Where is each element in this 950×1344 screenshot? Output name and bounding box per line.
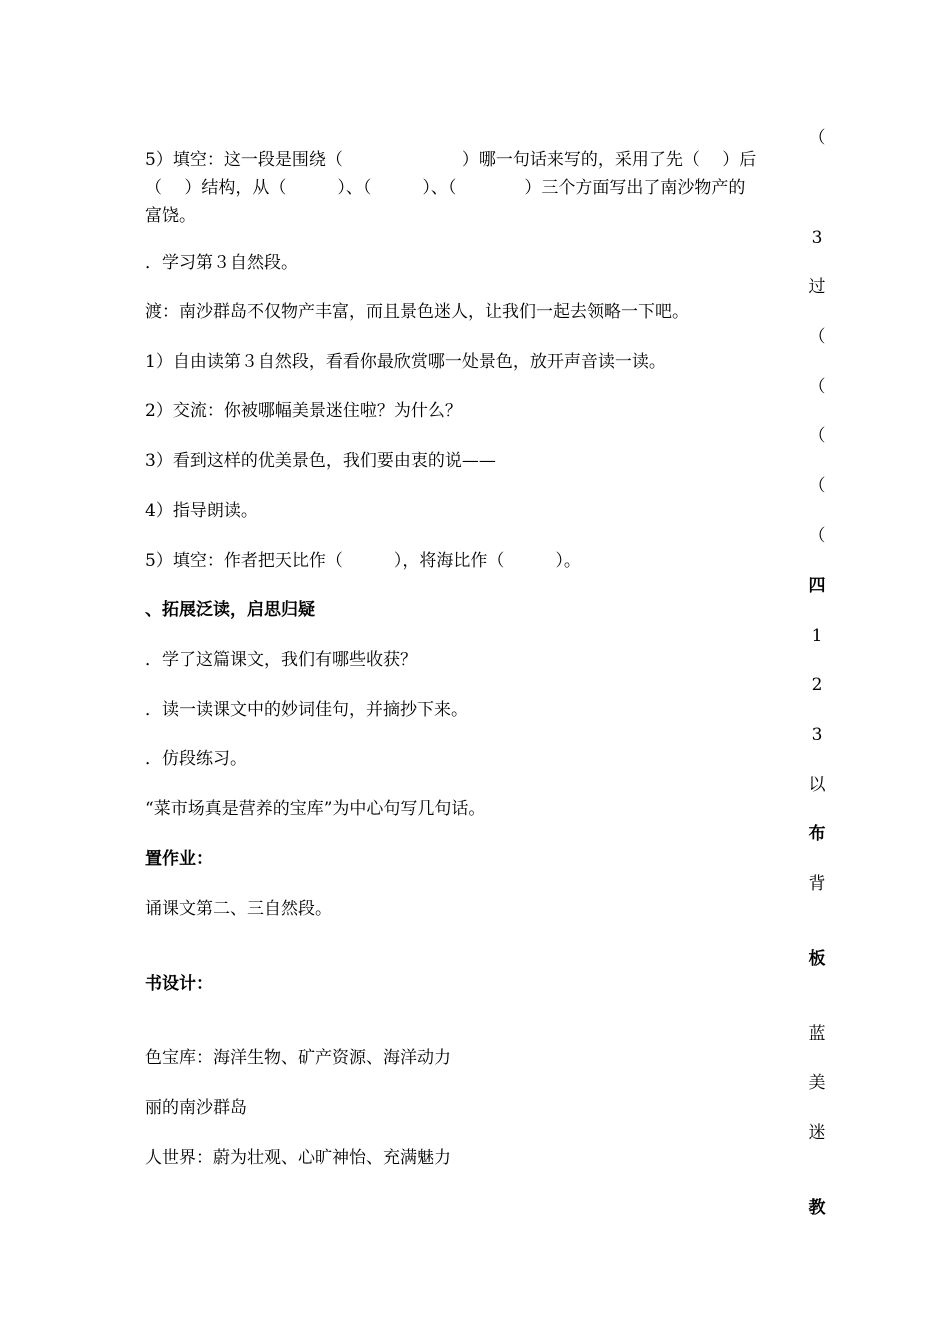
step-5: 5）填空：作者把天比作（ ），将海比作（ ）。: [145, 551, 581, 571]
side-char: 背: [808, 874, 826, 894]
question-1: ．学了这篇课文，我们有哪些收获？: [145, 650, 417, 670]
side-char: （: [808, 128, 826, 148]
side-char: （: [808, 526, 826, 546]
fill-blank-line-2: （ ）结构，从（ ）、（ ）、（ ）三个方面写出了南沙物产的: [145, 178, 746, 198]
side-char: 美: [808, 1073, 826, 1093]
board-line-2: 丽的南沙群岛: [145, 1098, 247, 1118]
side-char: 以: [808, 775, 826, 795]
board-line-3: 人世界：蔚为壮观、心旷神怡、充满魅力: [145, 1148, 451, 1168]
section-heading: 、拓展泛读，启思归疑: [145, 600, 315, 620]
homework-heading: 置作业：: [145, 849, 213, 869]
question-3: ．仿段练习。: [145, 749, 247, 769]
step-2: 2）交流：你被哪幅美景迷住啦？为什么？: [145, 401, 462, 421]
study-paragraph-3: ．学习第３自然段。: [145, 253, 298, 273]
homework-text: 诵课文第二、三自然段。: [145, 899, 332, 919]
side-char: （: [808, 377, 826, 397]
step-1: 1）自由读第３自然段，看看你最欣赏哪一处景色，放开声音读一读。: [145, 352, 666, 372]
board-heading: 书设计：: [145, 974, 213, 994]
side-char: 3: [811, 228, 823, 248]
side-char: 板: [808, 949, 826, 969]
board-line-1: 色宝库：海洋生物、矿产资源、海洋动力: [145, 1048, 451, 1068]
side-char: 四: [808, 576, 826, 596]
side-char: （: [808, 476, 826, 496]
transition-text: 渡：南沙群岛不仅物产丰富，而且景色迷人，让我们一起去领略一下吧。: [145, 302, 689, 322]
side-char: （: [808, 327, 826, 347]
side-char: 过: [808, 277, 826, 297]
question-2: ．读一读课文中的妙词佳句，并摘抄下来。: [145, 700, 468, 720]
side-char: 迷: [808, 1123, 826, 1143]
fill-blank-line-1: 5）填空：这一段是围绕（ ）哪一句话来写的，采用了先（ ）后: [145, 150, 757, 170]
side-char: 教: [808, 1198, 826, 1218]
side-char: （: [808, 426, 826, 446]
side-char: 布: [808, 824, 826, 844]
step-3: 3）看到这样的优美景色，我们要由衷的说——: [145, 451, 496, 471]
question-3-detail: “菜市场真是营养的宝库”为中心句写几句话。: [145, 799, 486, 819]
side-char: 1: [811, 626, 823, 646]
side-char: 2: [811, 675, 823, 695]
fill-blank-paragraph: [145, 146, 810, 230]
side-char: 3: [811, 725, 823, 745]
fill-blank-line-3: 富饶。: [145, 206, 196, 226]
step-4: 4）指导朗读。: [145, 501, 258, 521]
side-char: 蓝: [808, 1024, 826, 1044]
